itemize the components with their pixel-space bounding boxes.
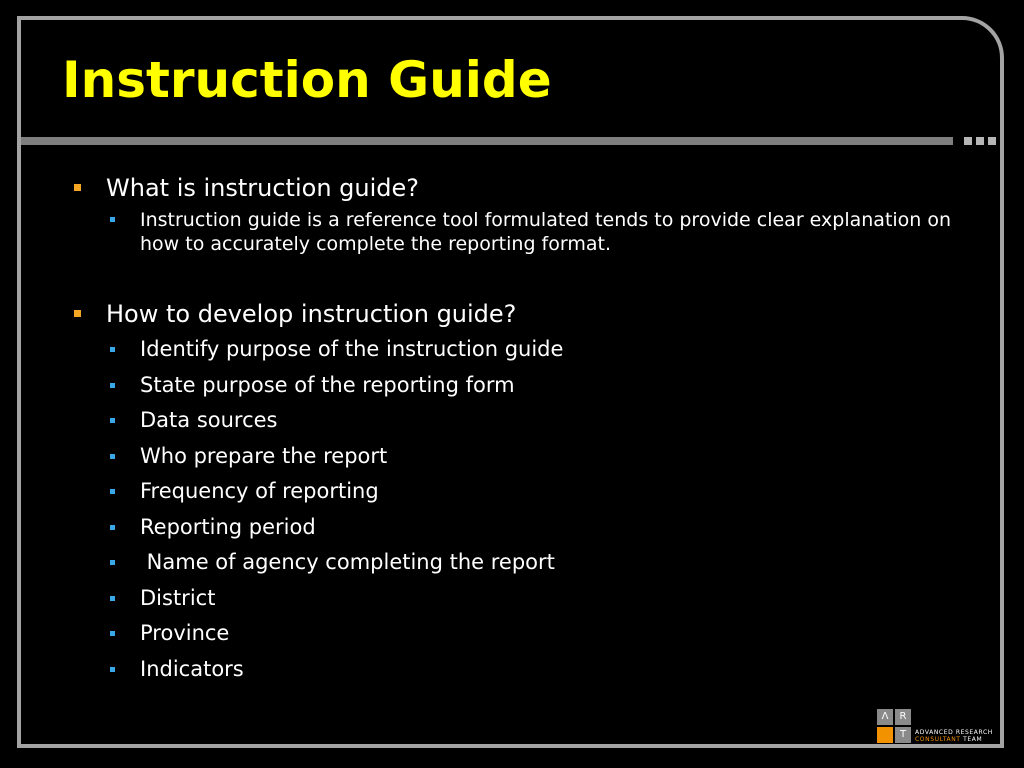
list-item-text: Who prepare the report: [140, 443, 388, 468]
square-bullet-icon: [110, 217, 115, 222]
logo-orange-square: [877, 727, 893, 743]
list-item: [106, 545, 972, 581]
logo-line-1: ADVANCED RESEARCH: [915, 729, 993, 736]
logo-wordmark: [915, 729, 993, 743]
slide-body: [72, 170, 972, 687]
list-item-text: State purpose of the reporting form: [140, 372, 515, 397]
square-bullet-icon: [74, 184, 81, 191]
square-bullet-icon: [110, 525, 115, 530]
list-item: [106, 403, 972, 439]
square-bullet-icon: [110, 667, 115, 672]
divider-dot: [964, 137, 972, 145]
logo-letter-a: Λ: [877, 709, 893, 725]
square-bullet-icon: [110, 560, 115, 565]
square-bullet-icon: [74, 310, 81, 317]
square-bullet-icon: [110, 631, 115, 636]
list-item-text: Indicators: [140, 656, 244, 681]
list-item-text: Province: [140, 621, 230, 645]
square-bullet-icon: [110, 418, 115, 423]
list-item: [106, 439, 972, 475]
list-item: [106, 206, 960, 256]
square-bullet-icon: [110, 347, 115, 352]
title-divider: [21, 137, 953, 145]
section-heading-text: What is instruction guide?: [106, 174, 420, 202]
divider-dot: [988, 137, 996, 145]
list-item: [106, 652, 972, 688]
list-item: [106, 581, 972, 617]
list-item: [106, 332, 972, 368]
list-item-text: Identify purpose of the instruction guide: [140, 337, 564, 361]
section-heading: [72, 296, 972, 332]
divider-dots: [964, 137, 996, 145]
list-item-text: Frequency of reporting: [140, 479, 379, 503]
logo-line-2-accent: CONSULTANT: [915, 736, 961, 743]
list-item-text: Name of agency completing the report: [140, 550, 555, 574]
list-item: [106, 616, 972, 652]
logo-letter-t: T: [895, 727, 911, 743]
square-bullet-icon: [110, 489, 115, 494]
logo-letter-r: R: [895, 709, 911, 725]
divider-dot: [976, 137, 984, 145]
art-logo: [877, 709, 1007, 745]
logo-mark: [877, 709, 912, 744]
logo-line-2-rest: TEAM: [960, 736, 983, 743]
list-item: [106, 510, 972, 546]
list-item: [106, 474, 972, 510]
list-item-text: Reporting period: [140, 514, 316, 539]
list-item: [106, 368, 972, 404]
square-bullet-icon: [110, 596, 115, 601]
square-bullet-icon: [110, 454, 115, 459]
section-spacer: [72, 256, 972, 296]
slide-title: Instruction Guide: [62, 51, 552, 109]
list-item-text: District: [140, 585, 216, 610]
list-item-text: Instruction guide is a reference tool formulated tends to provide clear explanation on how to accurately complete the reporting format.: [140, 209, 952, 255]
logo-line-2: [915, 736, 993, 743]
list-item-text: Data sources: [140, 408, 278, 432]
section-heading-text: How to develop instruction guide?: [106, 300, 517, 328]
square-bullet-icon: [110, 383, 115, 388]
section-heading: [72, 170, 972, 206]
